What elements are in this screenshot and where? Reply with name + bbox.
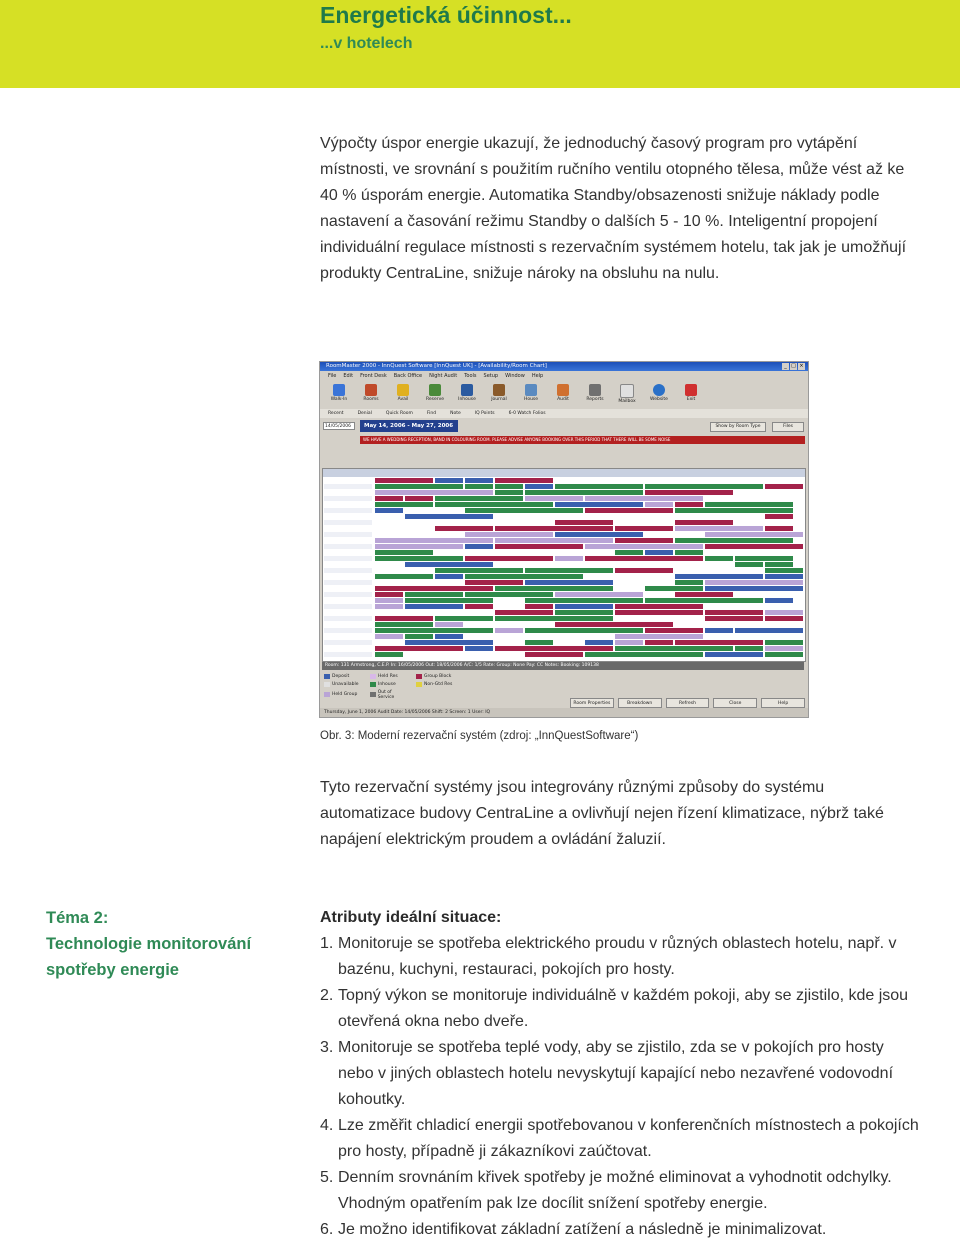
grid-booking-block [765,616,803,621]
iq-points-item: IQ Points [474,411,495,416]
grid-booking-block [615,640,643,645]
grid-booking-block [375,490,493,495]
grid-booking-block [375,508,403,513]
list-item: 2. Topný výkon se monitoruje individuálně v každém pokoji, aby se zjistilo, kde jsou otevřená okna nebo dveře. [320,987,909,1030]
date-field: 14/05/2006 [323,422,355,430]
grid-booking-block [495,478,553,483]
grid-booking-block [555,610,613,615]
grid-booking-block [615,568,673,573]
grid-booking-block [585,544,703,549]
grid-booking-block [645,490,733,495]
grid-booking-block [675,580,703,585]
grid-booking-block [585,496,703,501]
grid-booking-block [615,538,673,543]
grid-booking-block [375,652,403,657]
grid-booking-block [435,502,553,507]
grid-booking-block [735,556,793,561]
grid-room-cell [324,544,372,549]
grid-booking-block [555,556,583,561]
toolbar-button: Inhouse [452,382,482,408]
topic-line: spotřeby energie [46,961,179,979]
grid-room-cell [324,556,372,561]
grid-booking-block [405,514,493,519]
grid-booking-block [555,502,643,507]
grid-booking-block [375,478,433,483]
note-item: Note [450,411,461,416]
grid-booking-block [465,580,523,585]
grid-room-cell [324,592,372,597]
grid-booking-block [555,592,643,597]
grid-booking-block [555,520,613,525]
grid-booking-block [615,610,703,615]
grid-booking-block [375,646,463,651]
grid-booking-block [405,634,433,639]
grid-booking-block [375,538,493,543]
grid-booking-block [405,562,493,567]
attributes-title: Atributy ideální situace: [320,909,502,926]
reserve-icon [429,384,441,396]
menu-item: Setup [483,373,499,379]
walk-in-icon [333,384,345,396]
grid-booking-block [645,586,703,591]
grid-header [323,469,805,477]
topic-line: Téma 2: [46,909,109,927]
legend-item: Deposit [324,674,362,680]
grid-booking-block [675,526,763,531]
grid-booking-block [525,652,583,657]
grid-room-cell [324,502,372,507]
grid-room-cell [324,652,372,657]
grid-booking-block [465,646,493,651]
grid-room-cell [324,634,372,639]
reports-icon [589,384,601,396]
grid-booking-block [765,568,803,573]
list-item: 4. Lze změřit chladicí energii spotřebovanou v konferenčních místnostech a pokojích pro hosty, případně ji zákazníkovi zaúčtovat. [320,1117,919,1160]
website-icon [653,384,665,396]
grid-booking-block [375,544,463,549]
grid-booking-block [465,508,583,513]
grid-booking-block [525,568,613,573]
grid-booking-block [705,532,803,537]
grid-booking-block [375,634,403,639]
grid-booking-block [765,526,793,531]
grid-room-cell [324,508,372,513]
toolbar-button: Exit [676,382,706,408]
grid-booking-block [375,586,493,591]
topic-line: Technologie monitorování [46,935,252,953]
exit-icon [685,384,697,396]
legend-item: Unavailable [324,682,362,688]
grid-booking-block [525,604,553,609]
grid-booking-block [615,604,703,609]
grid-booking-block [465,544,493,549]
toolbar-button: Website [644,382,674,408]
grid-room-cell [324,610,372,615]
list-item: 1. Monitoruje se spotřeba elektrického proudu v různých oblastech hotelu, např. v bazénu, kuchyni, restauraci, pokojích pro hosty. [320,935,897,978]
grid-booking-block [525,484,553,489]
bottom-status-bar: Thursday, June 1, 2006 Audit Date: 14/05/2006 Shift: 2 Screen: 1 User: IQ [320,708,808,717]
grid-booking-block [375,598,403,603]
grid-booking-block [705,586,803,591]
grid-booking-block [495,610,553,615]
grid-room-cell [324,484,372,489]
page-header [0,0,960,88]
close-button: Close [713,698,757,708]
grid-booking-block [765,640,803,645]
toolbar-button: Audit [548,382,578,408]
legend-item: Out of Service [370,689,408,700]
grid-booking-block [375,496,403,501]
grid-booking-block [435,574,463,579]
reservation-system-screenshot [319,361,809,718]
grid-booking-block [435,478,463,483]
denial-item: Denial [357,411,372,416]
grid-booking-block [735,562,763,567]
figure-caption: Obr. 3: Moderní rezervační systém (zdroj: „InnQuestSoftware“) [320,730,639,742]
grid-booking-block [705,502,793,507]
grid-booking-block [585,508,673,513]
grid-booking-block [435,634,463,639]
recent-item: Recent [328,411,344,416]
grid-booking-block [435,616,493,621]
room-properties-button: Room Properties [570,698,614,708]
grid-room-cell [324,520,372,525]
grid-room-cell [324,604,372,609]
toolbar-button: Rooms [356,382,386,408]
menu-item: Tools [464,373,477,379]
menu-item: Help [531,373,544,379]
toolbar-button: House [516,382,546,408]
grid-booking-block [765,610,803,615]
grid-booking-block [645,502,673,507]
quick-room-item: Quick Room [385,411,413,416]
grid-booking-block [555,622,673,627]
grid-booking-block [645,598,763,603]
toolbar [320,382,808,408]
grid-booking-block [555,532,643,537]
journal-icon [493,384,505,396]
date-range-banner: May 14, 2006 - May 27, 2006 [360,420,458,432]
toolbar-button: Reports [580,382,610,408]
grid-booking-block [645,640,673,645]
grid-booking-block [375,484,463,489]
grid-booking-block [405,640,493,645]
grid-room-cell [324,526,372,531]
list-item: 6. Je možno identifikovat základní zatížení a následně je minimalizovat. [320,1221,827,1238]
menu-item: File [328,373,337,379]
grid-booking-block [675,592,733,597]
grid-booking-block [495,586,613,591]
grid-booking-block [735,628,803,633]
grid-booking-block [495,544,583,549]
grid-booking-block [645,484,763,489]
grid-booking-block [465,484,493,489]
legend-item: Held Group [324,689,362,700]
grid-booking-block [675,502,703,507]
grid-booking-block [585,556,703,561]
window-controls [782,363,805,370]
grid-room-cell [324,490,372,495]
grid-booking-block [435,526,493,531]
grid-booking-block [525,598,643,603]
grid-booking-block [705,616,763,621]
grid-room-cell [324,580,372,585]
house-icon [525,384,537,396]
menu-item: Edit [343,373,354,379]
status-bar: Room: 131 Armstrong, C.E.P. In: 16/05/2006 Out: 18/05/2006 A/C: 1/5 Rate: Group: None Pay: CC Notes: Booking: 109138 [322,662,804,670]
grid-booking-block [675,640,763,645]
grid-booking-block [495,490,523,495]
intro-paragraph: Výpočty úspor energie ukazují, že jednoduchý časový program pro vytápění místnosti, ve srovnání s použitím ručního ventilu otopného tělesa, může vést až ke 40 % úsporám energie. Automatika Standby/obsazenosti snižuje náklady podle nastavení a časování režimu Standby o dalších 5 - 10 %. Inteligentní propojení individuální regulace místnosti s rezervačním systémem hotelu, tak jak je umožňují produkty CentraLine, snižuje nároky na obsluhu na nulu. [320,135,907,282]
mailbox-icon [620,384,634,398]
grid-booking-block [465,556,553,561]
grid-booking-block [705,610,763,615]
grid-room-cell [324,478,372,483]
grid-room-cell [324,640,372,645]
grid-room-cell [324,550,372,555]
grid-booking-block [735,646,763,651]
window-title: RoomMaster 2000 - InnQuest Software [InnQuest UK] - [Availability/Room Chart] [326,363,547,369]
grid-booking-block [405,598,493,603]
grid-booking-block [765,484,803,489]
grid-booking-block [645,628,703,633]
toolbar-button: Mailbox [612,382,642,408]
grid-booking-block [555,604,613,609]
grid-booking-block [525,628,643,633]
window-title-bar [320,362,808,371]
menu-item: Front Desk [360,373,387,379]
grid-room-cell [324,646,372,651]
grid-booking-block [705,580,803,585]
grid-booking-block [525,490,643,495]
watch-folios-item: 6-0 Watch Folios [508,411,546,416]
grid-booking-block [765,652,803,657]
toolbar-button: Journal [484,382,514,408]
grid-booking-block [435,622,463,627]
menu-bar [320,372,808,381]
grid-room-cell [324,514,372,519]
grid-booking-block [465,574,583,579]
grid-booking-block [585,640,613,645]
alert-strip: WE HAVE A WEDDING RECEPTION, BAND IN COLOURING ROOM. PLEASE ADVISE ANYONE BOOKING OVER THIS PERIOD THAT THERE WILL BE SOME NOISE [360,436,805,444]
maximize-icon: □ [791,363,796,369]
grid-booking-block [405,496,433,501]
files-button: Files [772,422,804,432]
grid-booking-block [495,616,613,621]
legend [324,674,474,700]
grid-booking-block [435,496,523,501]
grid-booking-block [465,592,553,597]
second-paragraph: Tyto rezervační systémy jsou integrovány různými způsoby do systému automatizace budovy CentraLine a ovlivňují nejen řízení klimatizace, nýbrž také napájení elektrickým proudem a ovládání žaluzií. [320,779,884,848]
grid-booking-block [495,646,613,651]
legend-item: Non-Gtd Res [416,682,454,688]
menu-item: Window [505,373,525,379]
grid-booking-block [525,580,613,585]
grid-booking-block [375,592,403,597]
grid-booking-block [435,568,523,573]
grid-booking-block [405,592,463,597]
legend-item: Group Block [416,674,454,680]
close-icon: × [799,363,804,369]
grid-booking-block [615,646,733,651]
screenshot-buttons [570,698,805,708]
grid-room-cell [324,616,372,621]
grid-booking-block [495,526,613,531]
grid-room-cell [324,628,372,633]
grid-booking-block [765,574,803,579]
grid-room-cell [324,538,372,543]
refresh-button: Refresh [666,698,710,708]
grid-booking-block [375,574,433,579]
page-subtitle: ...v hotelech [320,35,413,52]
grid-booking-block [375,502,433,507]
grid-room-cell [324,568,372,573]
grid-booking-block [375,622,433,627]
grid-booking-block [615,550,643,555]
grid-room-cell [324,532,372,537]
help-button: Help [761,698,805,708]
grid-booking-block [375,604,403,609]
availability-grid [322,468,806,662]
menu-item: Night Audit [429,373,458,379]
grid-booking-block [465,604,493,609]
grid-booking-block [495,538,613,543]
grid-booking-block [465,478,493,483]
topic-heading [46,905,251,983]
page-title: Energetická účinnost... [320,2,572,28]
minimize-icon: _ [782,363,789,370]
grid-booking-block [765,646,803,651]
grid-booking-block [705,556,733,561]
secondary-toolbar [320,409,808,418]
rooms-icon [365,384,377,396]
show-by-select: Show by Room Type [710,422,766,432]
grid-booking-block [405,604,463,609]
inhouse-icon [461,384,473,396]
grid-booking-block [615,526,673,531]
breakdown-button: Breakdown [618,698,662,708]
grid-booking-block [375,616,433,621]
grid-booking-block [765,562,793,567]
toolbar-button: Avail [388,382,418,408]
grid-booking-block [705,544,803,549]
grid-booking-block [645,550,673,555]
menu-item: Back Office [393,373,423,379]
grid-booking-block [675,550,703,555]
grid-booking-block [375,628,493,633]
grid-room-cell [324,496,372,501]
grid-booking-block [375,550,433,555]
grid-booking-block [525,496,583,501]
grid-booking-block [495,628,523,633]
legend-item: Inhouse [370,682,408,688]
grid-booking-block [675,538,793,543]
toolbar-button: Walk-In [324,382,354,408]
grid-room-cell [324,574,372,579]
grid-booking-block [495,484,523,489]
grid-booking-block [705,628,733,633]
grid-booking-block [555,484,643,489]
grid-room-cell [324,598,372,603]
grid-booking-block [675,508,793,513]
grid-room-cell [324,562,372,567]
list-item: 3. Monitoruje se spotřeba teplé vody, aby se zjistilo, zda se v pokojích pro hosty nebo v jiných oblastech hotelu nevyskytují kapající nebo nezavřené vodovodní kohoutky. [320,1039,894,1108]
toolbar-button: Reserve [420,382,450,408]
grid-room-cell [324,586,372,591]
grid-booking-block [705,652,763,657]
grid-booking-block [585,652,703,657]
avail-icon [397,384,409,396]
grid-booking-block [375,556,463,561]
grid-booking-block [765,598,793,603]
audit-icon [557,384,569,396]
grid-booking-block [675,520,733,525]
attributes-list [320,931,920,1243]
grid-room-cell [324,622,372,627]
legend-item: Held Res [370,674,408,680]
list-item: 5. Denním srovnáním křivek spotřeby je možné eliminovat a vyhodnotit odchylky. Vhodným opatřením pak lze docílit snížení spotřeby energie. [320,1169,892,1212]
grid-booking-block [465,532,553,537]
find-item: Find [426,411,437,416]
grid-booking-block [675,574,763,579]
grid-booking-block [525,640,553,645]
grid-booking-block [765,514,793,519]
grid-booking-block [615,634,703,639]
